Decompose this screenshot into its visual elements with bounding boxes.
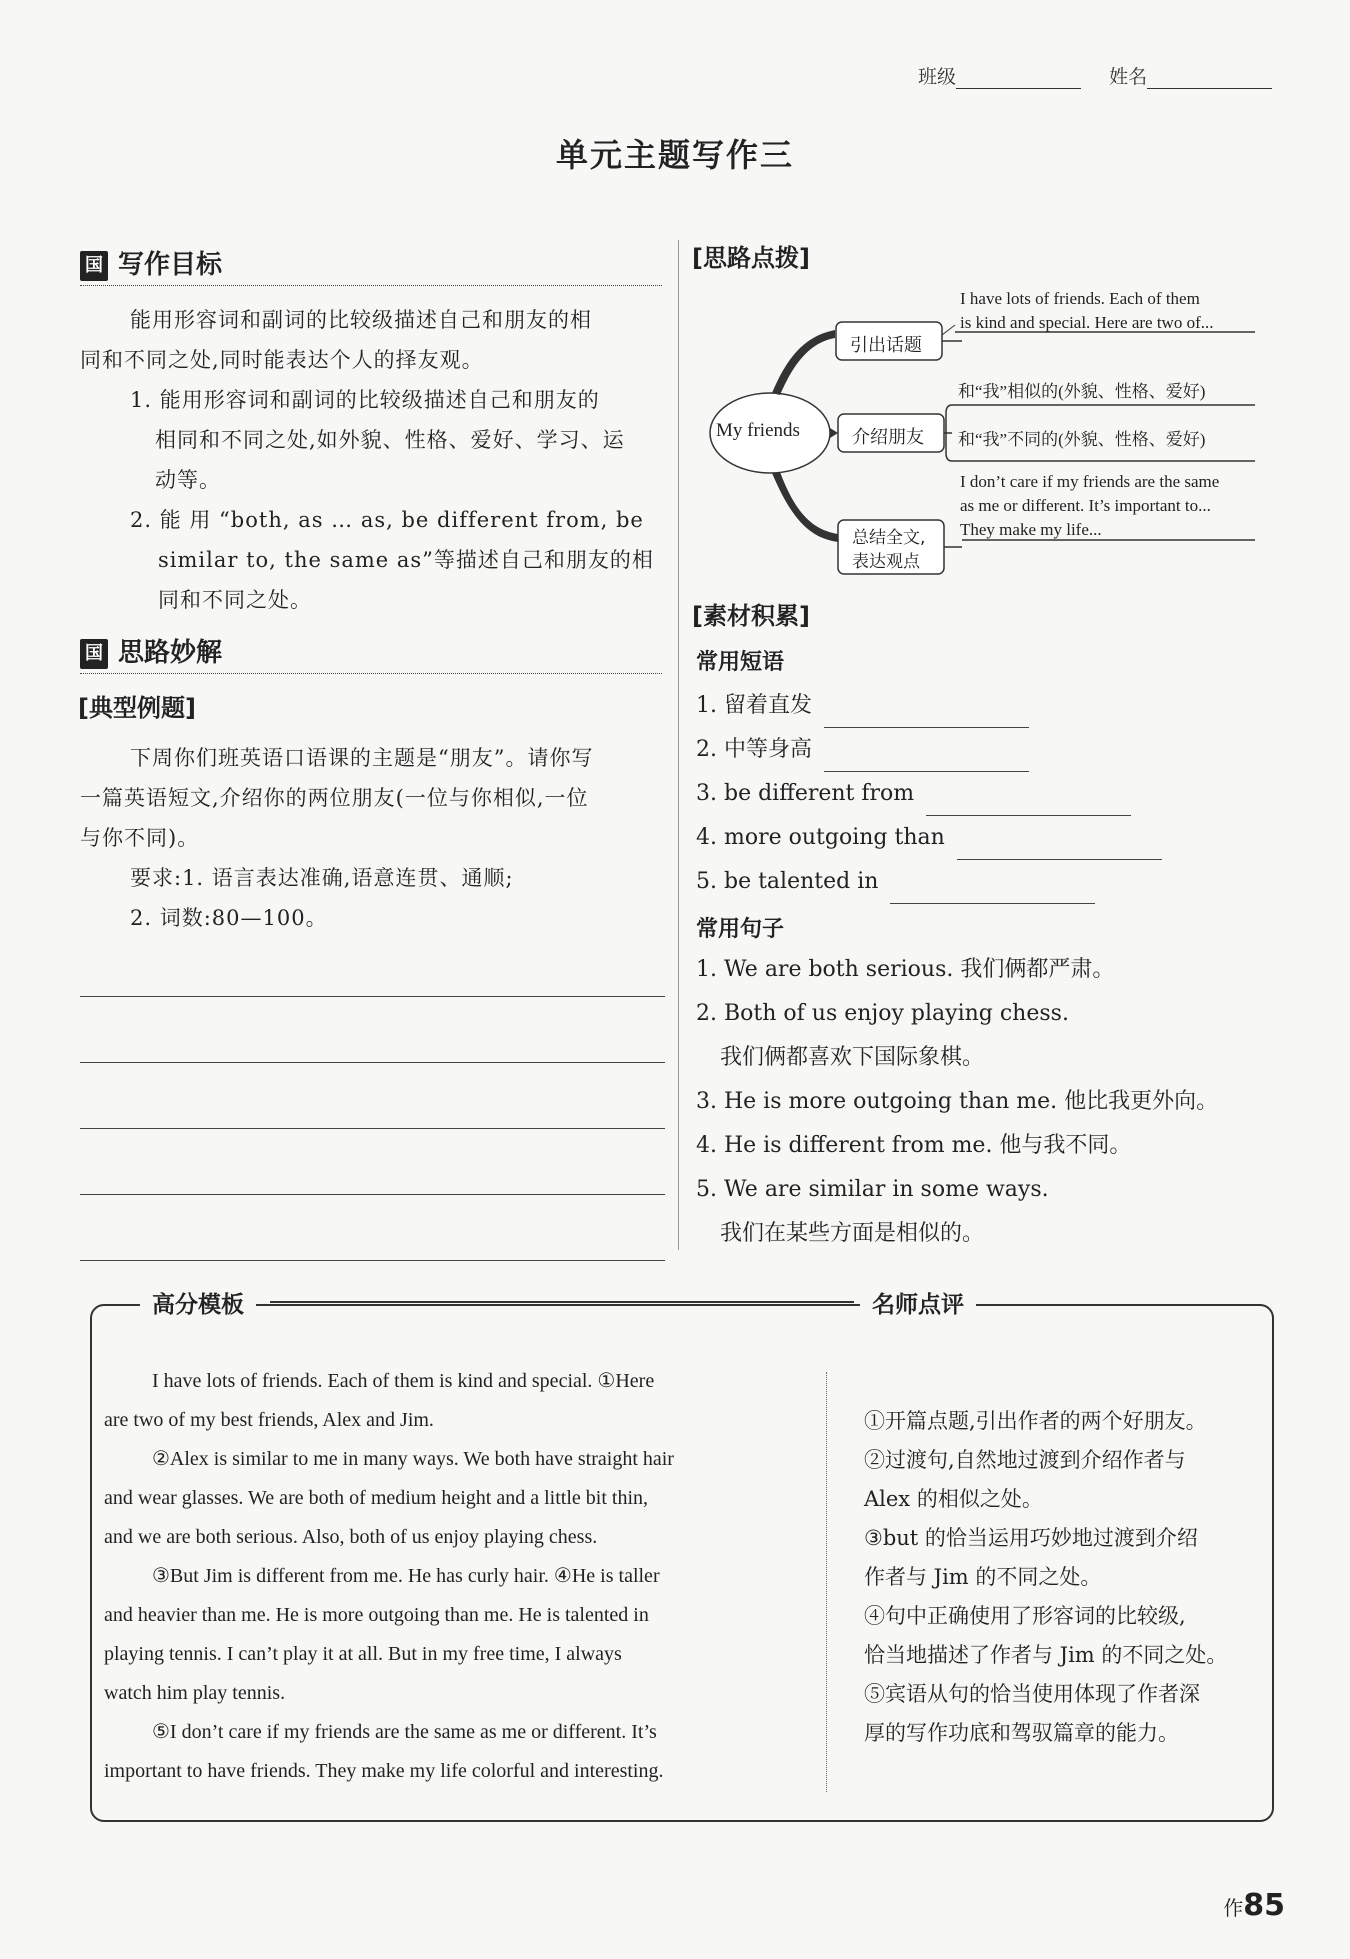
goals-item-2c: 同和不同之处。 xyxy=(158,588,312,612)
node-label-3-line-2: 表达观点 xyxy=(852,552,920,572)
page-number xyxy=(1223,1888,1285,1923)
writing-line[interactable] xyxy=(80,1260,665,1261)
page-number-value: 85 xyxy=(1243,1888,1285,1923)
materials-heading: [素材积累] xyxy=(692,602,810,630)
model-line: I have lots of friends. Each of them is kind and special. ①Here xyxy=(152,1370,655,1392)
class-field[interactable] xyxy=(956,70,1081,89)
page-title: 单元主题写作三 xyxy=(555,136,794,174)
writing-line[interactable] xyxy=(80,1194,665,1195)
writing-line[interactable] xyxy=(80,1062,665,1063)
comment-line: ③but 的恰当运用巧妙地过渡到介绍 xyxy=(864,1526,1198,1550)
mindmap-center-label: My friends xyxy=(716,420,800,441)
model-line: watch him play tennis. xyxy=(104,1682,286,1704)
node-label-3 xyxy=(852,526,925,574)
goals-body xyxy=(80,300,670,620)
phrases-list xyxy=(696,684,1162,904)
section-badge-icon: 国 xyxy=(80,639,108,669)
model-divider xyxy=(826,1372,827,1792)
sentence-item: 3. He is more outgoing than me. 他比我更外向。 xyxy=(696,1089,1219,1114)
writing-line[interactable] xyxy=(80,996,665,997)
sentence-item: 1. We are both serious. 我们俩都严肃。 xyxy=(696,957,1115,982)
sentence-item: 4. He is different from me. 他与我不同。 xyxy=(696,1133,1132,1158)
mindmap-text-2b: 和“我”不同的(外貌、性格、爱好) xyxy=(958,430,1206,449)
class-label: 班级 xyxy=(918,66,957,88)
model-heading: 高分模板 xyxy=(140,1286,256,1319)
mindmap-text-1 xyxy=(960,287,1214,335)
mindmap-branch-down xyxy=(772,472,838,542)
comment-line: 作者与 Jim 的不同之处。 xyxy=(864,1565,1102,1589)
comment-line: 恰当地描述了作者与 Jim 的不同之处。 xyxy=(864,1643,1228,1667)
mindmap-text-1a: I have lots of friends. Each of them xyxy=(960,289,1200,308)
header-fields xyxy=(918,62,1272,89)
model-essay xyxy=(104,1362,809,1791)
comment-line: ①开篇点题,引出作者的两个好朋友。 xyxy=(864,1409,1207,1433)
model-line: and heavier than me. He is more outgoing than me. He is talented in xyxy=(104,1604,649,1626)
column-divider xyxy=(678,240,679,1250)
mindmap-heading: [思路点拨] xyxy=(692,244,810,272)
comment-line: 厚的写作功底和驾驭篇章的能力。 xyxy=(864,1721,1179,1745)
sentence-item: 2. Both of us enjoy playing chess. xyxy=(696,1001,1069,1026)
prompt-line-4: 要求:1. 语言表达准确,语意连贯、通顺; xyxy=(130,866,514,890)
model-line: playing tennis. I can’t play it at all. But in my free time, I always xyxy=(104,1643,622,1665)
example-heading: [典型例题] xyxy=(78,694,196,722)
model-heading-rule xyxy=(270,1301,854,1303)
prompt-line-5: 2. 词数:80—100。 xyxy=(130,906,328,930)
prompt-line-3: 与你不同)。 xyxy=(80,826,200,850)
phrases-heading: 常用短语 xyxy=(696,650,785,675)
model-line: are two of my best friends, Alex and Jim. xyxy=(104,1409,434,1431)
sentences-list xyxy=(696,948,1218,1256)
example-prompt xyxy=(80,738,670,938)
comment-line: Alex 的相似之处。 xyxy=(864,1487,1043,1511)
phrase-answer-line[interactable] xyxy=(926,793,1131,816)
goals-item-1a: 1. 能用形容词和副词的比较级描述自己和朋友的 xyxy=(130,388,600,412)
phrase-item: 4. more outgoing than xyxy=(696,816,1162,860)
node-label-2: 介绍朋友 xyxy=(852,427,924,448)
sentence-item-translation: 我们俩都喜欢下国际象棋。 xyxy=(720,1045,985,1070)
goals-intro-1: 能用形容词和副词的比较级描述自己和朋友的相 xyxy=(130,308,592,332)
comment-line: ⑤宾语从句的恰当使用体现了作者深 xyxy=(864,1682,1200,1706)
goals-intro-2: 同和不同之处,同时能表达个人的择友观。 xyxy=(80,348,484,372)
name-label: 姓名 xyxy=(1109,66,1148,88)
model-line: ③But Jim is different from me. He has curly hair. ④He is taller xyxy=(152,1565,660,1587)
model-line: ②Alex is similar to me in many ways. We both have straight hair xyxy=(152,1448,674,1470)
comments-heading: 名师点评 xyxy=(860,1286,976,1319)
sentences-heading: 常用句子 xyxy=(696,917,785,942)
node-label-3-line-1: 总结全文, xyxy=(852,528,926,548)
mindmap-branch-mid xyxy=(830,428,838,438)
goals-item-1c: 动等。 xyxy=(155,468,221,492)
mindmap-text-3b: as me or different. It’s important to... xyxy=(960,496,1211,515)
writing-line[interactable] xyxy=(80,1128,665,1129)
phrase-item: 3. be different from xyxy=(696,772,1162,816)
name-field[interactable] xyxy=(1147,70,1272,89)
mindmap-branch-up xyxy=(772,330,835,395)
phrase-item: 2. 中等身高 xyxy=(696,728,1162,772)
comments-list xyxy=(864,1402,1264,1753)
goals-heading xyxy=(80,244,222,281)
sentence-item-translation: 我们在某些方面是相似的。 xyxy=(720,1221,985,1246)
mindmap-text-3c: They make my life... xyxy=(960,520,1102,539)
comment-line: ②过渡句,自然地过渡到介绍作者与 xyxy=(864,1448,1186,1472)
approach-heading-text: 思路妙解 xyxy=(118,638,223,668)
prompt-line-2: 一篇英语短文,介绍你的两位朋友(一位与你相似,一位 xyxy=(80,786,589,810)
phrase-answer-line[interactable] xyxy=(824,749,1029,772)
model-line: ⑤I don’t care if my friends are the same as me or different. It’s xyxy=(152,1721,657,1743)
model-line: important to have friends. They make my life colorful and interesting. xyxy=(104,1760,664,1782)
phrase-answer-line[interactable] xyxy=(824,705,1029,728)
node-label-1: 引出话题 xyxy=(850,335,922,356)
goals-heading-text: 写作目标 xyxy=(118,250,223,280)
comment-line: ④句中正确使用了形容词的比较级, xyxy=(864,1604,1186,1628)
mindmap-text-3a: I don’t care if my friends are the same xyxy=(960,472,1220,491)
prompt-line-1: 下周你们班英语口语课的主题是“朋友”。请你写 xyxy=(130,746,594,770)
phrase-item: 1. 留着直发 xyxy=(696,684,1162,728)
approach-heading xyxy=(80,632,222,669)
phrase-item: 5. be talented in xyxy=(696,860,1162,904)
page-prefix: 作 xyxy=(1223,1896,1244,1920)
section-badge-icon: 国 xyxy=(80,251,108,281)
goals-item-2b: similar to, the same as”等描述自己和朋友的相 xyxy=(158,548,654,572)
phrase-answer-line[interactable] xyxy=(957,837,1162,860)
goals-item-2a: 2. 能 用 “both, as … as, be different from, be xyxy=(130,508,644,532)
goals-rule xyxy=(80,285,662,286)
mindmap-text-3 xyxy=(960,470,1219,542)
mindmap-text-2a: 和“我”相似的(外貌、性格、爱好) xyxy=(958,382,1206,401)
model-line: and wear glasses. We are both of medium height and a little bit thin, xyxy=(104,1487,648,1509)
mindmap-text-1b: is kind and special. Here are two of... xyxy=(960,313,1214,332)
sentence-item: 5. We are similar in some ways. xyxy=(696,1177,1049,1202)
goals-item-1b: 相同和不同之处,如外貌、性格、爱好、学习、运 xyxy=(155,428,625,452)
phrase-answer-line[interactable] xyxy=(890,881,1095,904)
model-line: and we are both serious. Also, both of us enjoy playing chess. xyxy=(104,1526,598,1548)
approach-rule xyxy=(80,673,662,674)
